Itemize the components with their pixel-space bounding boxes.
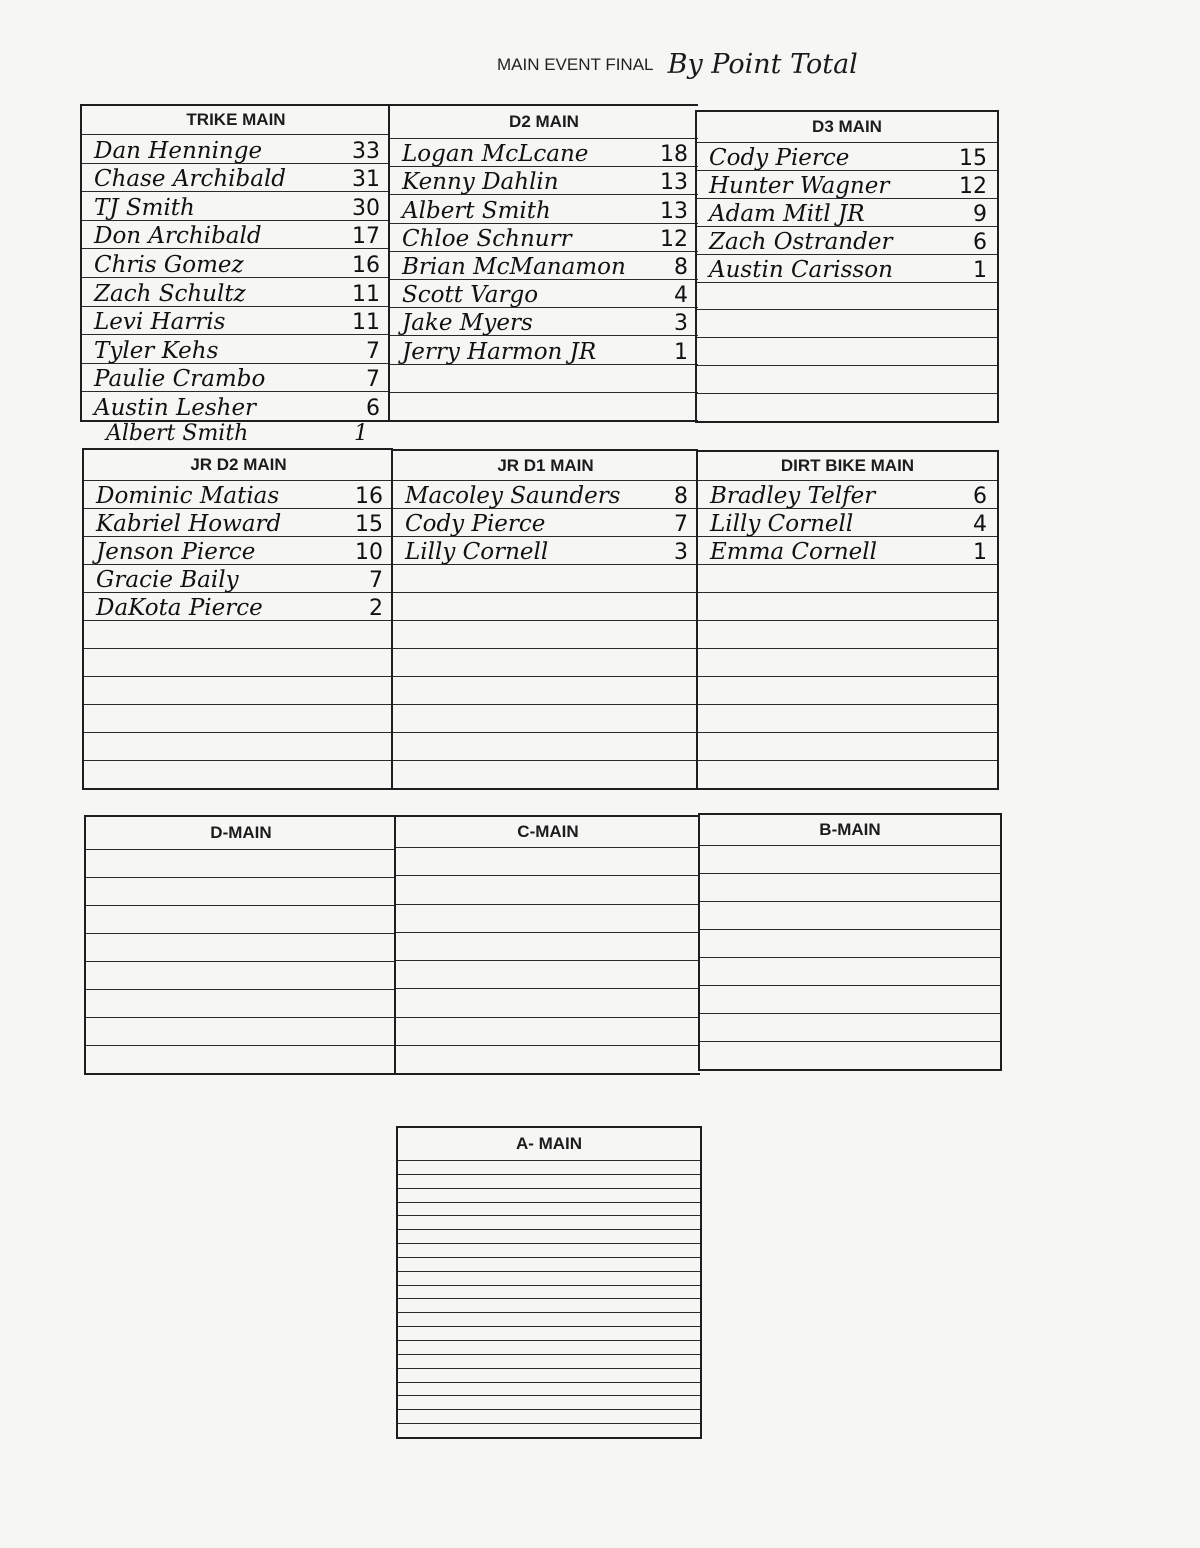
table-row (698, 704, 997, 732)
table-row (698, 676, 997, 704)
entry-points: 7 (366, 367, 380, 392)
table-row (396, 1045, 700, 1073)
table-row (697, 393, 997, 421)
table-row (82, 363, 390, 392)
table-row (398, 1271, 700, 1285)
entry-points: 4 (674, 283, 688, 308)
entry-points: 1 (973, 257, 987, 282)
c-main-table (394, 815, 700, 1075)
table-row (698, 536, 997, 564)
table-row (82, 248, 390, 277)
table-row (393, 620, 698, 648)
dirt-bike-main-table (696, 450, 999, 790)
table-row (398, 1395, 700, 1409)
table-row (84, 676, 393, 704)
table-row (697, 198, 997, 226)
entry-name: Gracie Baily (96, 567, 239, 592)
entry-name: Adam Mitl JR (709, 200, 865, 226)
entry-name: Jake Myers (402, 310, 533, 336)
table-row (84, 480, 393, 508)
table-row (390, 138, 698, 166)
entry-name: Chris Gomez (94, 251, 244, 277)
section-header: D-MAIN (210, 823, 272, 842)
table-row (697, 365, 997, 393)
table-row (698, 760, 997, 788)
table-row (398, 1160, 700, 1174)
table-row (390, 166, 698, 194)
entry-name: Dan Henninge (94, 137, 263, 163)
section-header: D3 MAIN (812, 117, 882, 136)
table-row (398, 1409, 700, 1423)
entry-points: 4 (973, 512, 987, 536)
entry-points: 11 (352, 281, 380, 306)
entry-name: Cody Pierce (405, 511, 546, 536)
entry-name: Hunter Wagner (709, 172, 890, 198)
table-row (396, 904, 700, 932)
entry-points: 12 (959, 173, 987, 198)
entry-name: Zach Schultz (94, 280, 246, 306)
section-header: A- MAIN (515, 1134, 583, 1153)
table-row (700, 929, 1000, 957)
table-row (393, 704, 698, 732)
entry-name: TJ Smith (94, 194, 195, 220)
entry-points: 1 (973, 540, 987, 564)
table-row (82, 220, 390, 249)
entry-name: Lilly Cornell (710, 511, 854, 536)
b-main-table (698, 813, 1002, 1071)
table-row (390, 364, 698, 392)
entry-name: Jenson Pierce (96, 539, 256, 564)
table-row (398, 1298, 700, 1312)
entry-points: 6 (973, 229, 987, 254)
table-row (398, 1285, 700, 1299)
table-row (84, 620, 393, 648)
entry-name: Albert Smith (402, 197, 551, 223)
table-row (390, 307, 698, 335)
table-row (698, 564, 997, 592)
entry-name: Levi Harris (94, 309, 226, 335)
table-row (393, 592, 698, 620)
d2-main-table (388, 104, 698, 422)
trike-overflow-entry (106, 421, 368, 446)
jr-d1-main-table (391, 449, 698, 790)
section-header: JR D1 MAIN (497, 455, 594, 475)
entry-name: Chase Archibald (94, 166, 287, 192)
table-row (84, 648, 393, 676)
table-row (390, 223, 698, 251)
entry-points: 9 (973, 201, 987, 226)
entry-points: 15 (355, 512, 383, 536)
table-row (86, 905, 396, 933)
title-handwritten: By Point Total (667, 49, 858, 80)
table-row (700, 873, 1000, 901)
entry-points: 8 (674, 255, 688, 280)
table-row (84, 732, 393, 760)
table-row (698, 592, 997, 620)
table-row (398, 1382, 700, 1396)
entry-name: Lilly Cornell (405, 539, 549, 564)
section-header: C-MAIN (517, 822, 579, 841)
table-row (82, 134, 390, 163)
entry-name: Jerry Harmon JR (402, 338, 597, 364)
table-row (700, 901, 1000, 929)
table-row (398, 1229, 700, 1243)
table-row (398, 1257, 700, 1271)
entry-points: 11 (352, 310, 380, 335)
entry-points: 17 (352, 224, 380, 249)
table-row (698, 508, 997, 536)
entry-points: 30 (352, 195, 380, 220)
table-row (398, 1215, 700, 1229)
table-row (390, 335, 698, 363)
table-row (82, 191, 390, 220)
table-row (86, 849, 396, 877)
table-row (398, 1354, 700, 1368)
table-row (398, 1174, 700, 1188)
table-row (697, 254, 997, 282)
entry-points: 15 (959, 145, 987, 170)
table-row (82, 334, 390, 363)
section-header: B-MAIN (819, 820, 881, 839)
table-row (393, 564, 698, 592)
entry-points: 6 (973, 484, 987, 508)
section-header: TRIKE MAIN (186, 110, 286, 129)
jr-d2-main-table (82, 448, 393, 790)
entry-name: Austin Lesher (94, 394, 257, 420)
title-printed: MAIN EVENT FINAL (497, 55, 653, 74)
entry-points: 2 (369, 596, 383, 620)
entry-points: 6 (366, 395, 380, 420)
table-row (390, 392, 698, 420)
table-row (393, 480, 698, 508)
entry-points: 3 (674, 540, 688, 564)
entry-points: 7 (366, 338, 380, 363)
entry-name: Bradley Telfer (710, 483, 876, 508)
entry-name: Albert Smith (106, 421, 249, 446)
table-row (390, 279, 698, 307)
table-row (86, 989, 396, 1017)
table-row (84, 508, 393, 536)
table-row (396, 847, 700, 875)
entry-name: Cody Pierce (709, 144, 850, 170)
entry-name: Emma Cornell (710, 539, 878, 564)
entry-points: 16 (355, 484, 383, 508)
table-row (398, 1312, 700, 1326)
table-row (393, 676, 698, 704)
section-header: JR D2 MAIN (190, 455, 287, 474)
table-row (393, 760, 698, 788)
table-row (698, 732, 997, 760)
entry-points: 7 (674, 512, 688, 536)
table-row (84, 592, 393, 620)
table-row (86, 1017, 396, 1045)
a-main-table (396, 1126, 702, 1439)
table-row (700, 1013, 1000, 1041)
table-row (398, 1340, 700, 1354)
table-row (84, 564, 393, 592)
entry-name: Macoley Saunders (405, 483, 621, 508)
table-row (393, 648, 698, 676)
table-row (393, 536, 698, 564)
table-row (82, 163, 390, 192)
table-row (697, 282, 997, 310)
table-row (84, 536, 393, 564)
table-row (86, 1045, 396, 1073)
section-header: D2 MAIN (509, 112, 579, 131)
entry-name: DaKota Pierce (96, 595, 263, 620)
table-row (86, 877, 396, 905)
entry-name: Kabriel Howard (96, 511, 282, 536)
d3-main-table (695, 110, 999, 423)
table-row (698, 648, 997, 676)
table-row (398, 1368, 700, 1382)
entry-points: 13 (660, 198, 688, 223)
table-row (396, 875, 700, 903)
table-row (84, 704, 393, 732)
entry-name: Dominic Matias (96, 483, 280, 508)
table-row (697, 170, 997, 198)
entry-points: 12 (660, 226, 688, 251)
table-row (698, 480, 997, 508)
table-row (396, 1017, 700, 1045)
table-row (86, 933, 396, 961)
table-row (700, 957, 1000, 985)
table-row (396, 960, 700, 988)
table-row (398, 1423, 700, 1437)
page-title (497, 46, 858, 80)
table-row (398, 1326, 700, 1340)
table-row (390, 194, 698, 222)
table-row (393, 732, 698, 760)
entry-name: Scott Vargo (402, 282, 539, 308)
table-row (698, 620, 997, 648)
table-row (390, 251, 698, 279)
entry-points: 8 (674, 484, 688, 508)
table-row (700, 845, 1000, 873)
entry-name: Austin Carisson (709, 256, 893, 282)
entry-name: Paulie Crambo (94, 366, 266, 392)
table-row (398, 1188, 700, 1202)
entry-points: 13 (660, 170, 688, 195)
entry-points: 1 (354, 421, 368, 446)
entry-name: Don Archibald (94, 223, 262, 249)
section-header: DIRT BIKE MAIN (780, 456, 915, 475)
entry-points: 7 (369, 568, 383, 592)
table-row (82, 277, 390, 306)
entry-name: Kenny Dahlin (402, 169, 559, 195)
table-row (84, 760, 393, 788)
table-row (398, 1202, 700, 1216)
entry-points: 16 (352, 252, 380, 277)
entry-points: 1 (674, 339, 688, 364)
table-row (697, 142, 997, 170)
entry-points: 18 (660, 142, 688, 167)
d-main-table (84, 815, 396, 1075)
table-row (393, 508, 698, 536)
table-row (700, 1041, 1000, 1069)
entry-name: Brian McManamon (402, 254, 626, 280)
table-row (697, 226, 997, 254)
entry-name: Tyler Kehs (94, 337, 219, 363)
entry-name: Zach Ostrander (709, 228, 893, 254)
table-row (398, 1243, 700, 1257)
entry-points: 3 (674, 311, 688, 336)
entry-points: 33 (352, 138, 380, 163)
table-row (700, 985, 1000, 1013)
entry-points: 10 (355, 540, 383, 564)
entry-name: Logan McLcane (402, 141, 589, 167)
entry-name: Chloe Schnurr (402, 225, 572, 251)
table-row (82, 391, 390, 420)
table-row (697, 337, 997, 365)
table-row (396, 988, 700, 1016)
table-row (86, 961, 396, 989)
trike-main-table (80, 104, 390, 422)
table-row (697, 309, 997, 337)
table-row (82, 306, 390, 335)
entry-points: 31 (352, 167, 380, 192)
table-row (396, 932, 700, 960)
